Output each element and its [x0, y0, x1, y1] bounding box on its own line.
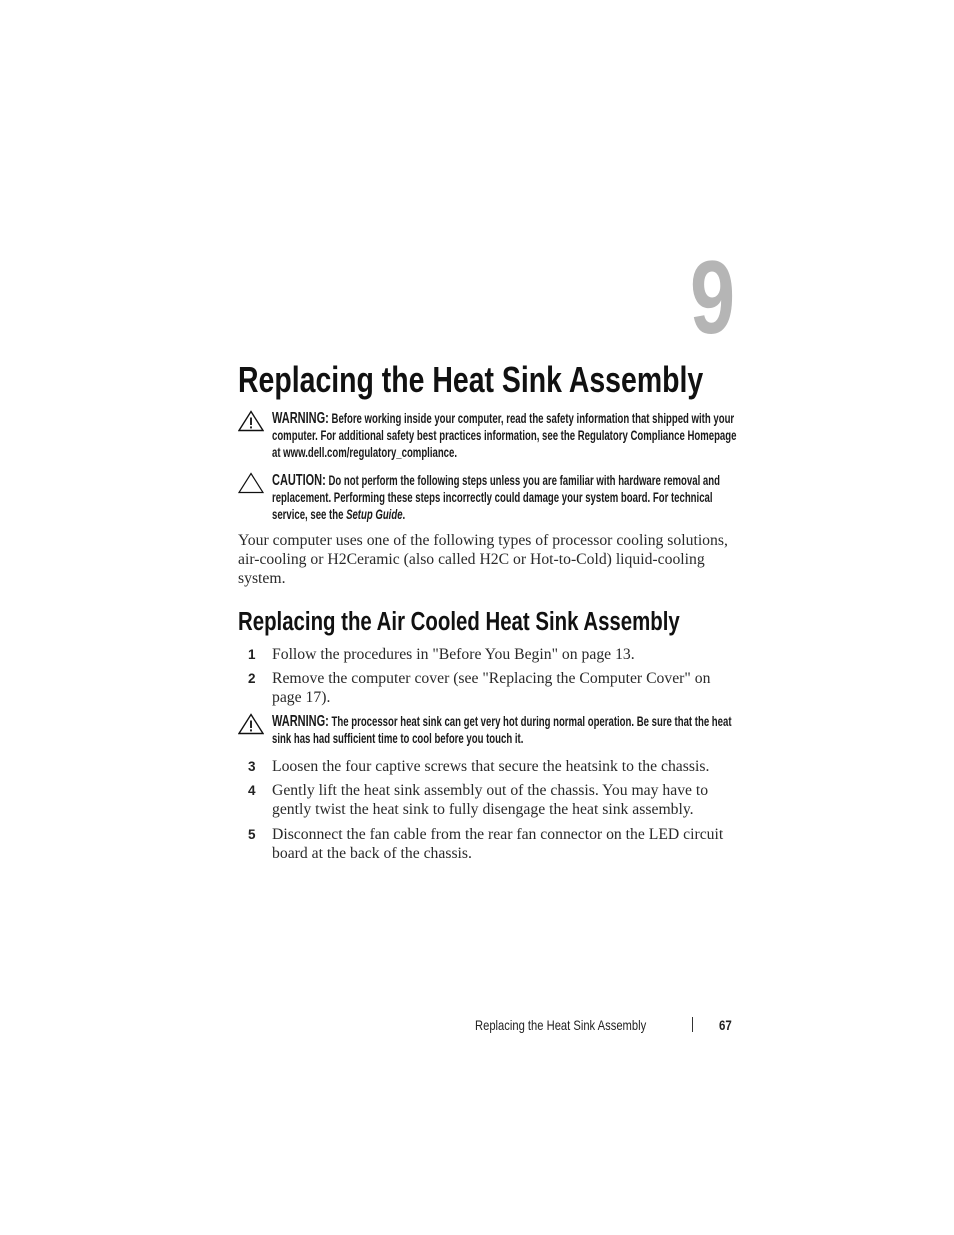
section-heading: Replacing the Air Cooled Heat Sink Assembly	[238, 608, 680, 636]
caution-label: CAUTION:	[272, 472, 326, 489]
intro-paragraph: Your computer uses one of the following types of processor cooling solutions, air-cooling or H2Ceramic (also called H2C or Hot-to-Cold) liquid-cooling system.	[238, 532, 728, 588]
caution-triangle-icon	[238, 472, 264, 494]
step-number: 4	[248, 783, 256, 798]
footer-chapter-title: Replacing the Heat Sink Assembly	[475, 1017, 647, 1033]
step-number: 5	[248, 827, 256, 842]
step-text: Remove the computer cover (see "Replacing the Computer Cover" on page 17).	[272, 670, 711, 707]
step-text: Gently lift the heat sink assembly out of the chassis. You may have to gently twist the heat sink to fully disengage the heat sink assembly.	[272, 782, 709, 819]
warning-triangle-icon	[238, 410, 264, 432]
caution-text: Do not perform the following steps unless you are familiar with hardware removal and replacement. Performing these steps incorrectly could damage your system board. For technical service, see the	[272, 473, 720, 523]
step-text: Follow the procedures in "Before You Begin" on page 13.	[272, 646, 635, 663]
footer-divider	[692, 1017, 693, 1032]
step-text: Loosen the four captive screws that secure the heatsink to the chassis.	[272, 758, 710, 775]
warning-label: WARNING:	[272, 410, 329, 427]
page-number: 67	[719, 1017, 732, 1033]
warning-triangle-icon	[238, 713, 264, 735]
step-number: 2	[248, 671, 256, 686]
warning-text: The processor heat sink can get very hot during normal operation. Be sure that the heat sink has had sufficient time to cool before you touch it.	[272, 714, 732, 747]
warning-text: Before working inside your computer, read the safety information that shipped with your computer. For additional safety best practices information, see the Regulatory Compliance Homepage at www.dell.com/regulatory_compliance.	[272, 411, 737, 461]
setup-guide-reference: Setup Guide	[346, 507, 403, 523]
warning-label: WARNING:	[272, 713, 329, 730]
step-text: Disconnect the fan cable from the rear fan connector on the LED circuit board at the back of the chassis.	[272, 826, 724, 863]
step-number: 1	[248, 647, 256, 662]
page-title: Replacing the Heat Sink Assembly	[238, 359, 704, 400]
chapter-number: 9	[690, 240, 736, 356]
caution-text-end: .	[402, 507, 406, 523]
step-number: 3	[248, 759, 256, 774]
